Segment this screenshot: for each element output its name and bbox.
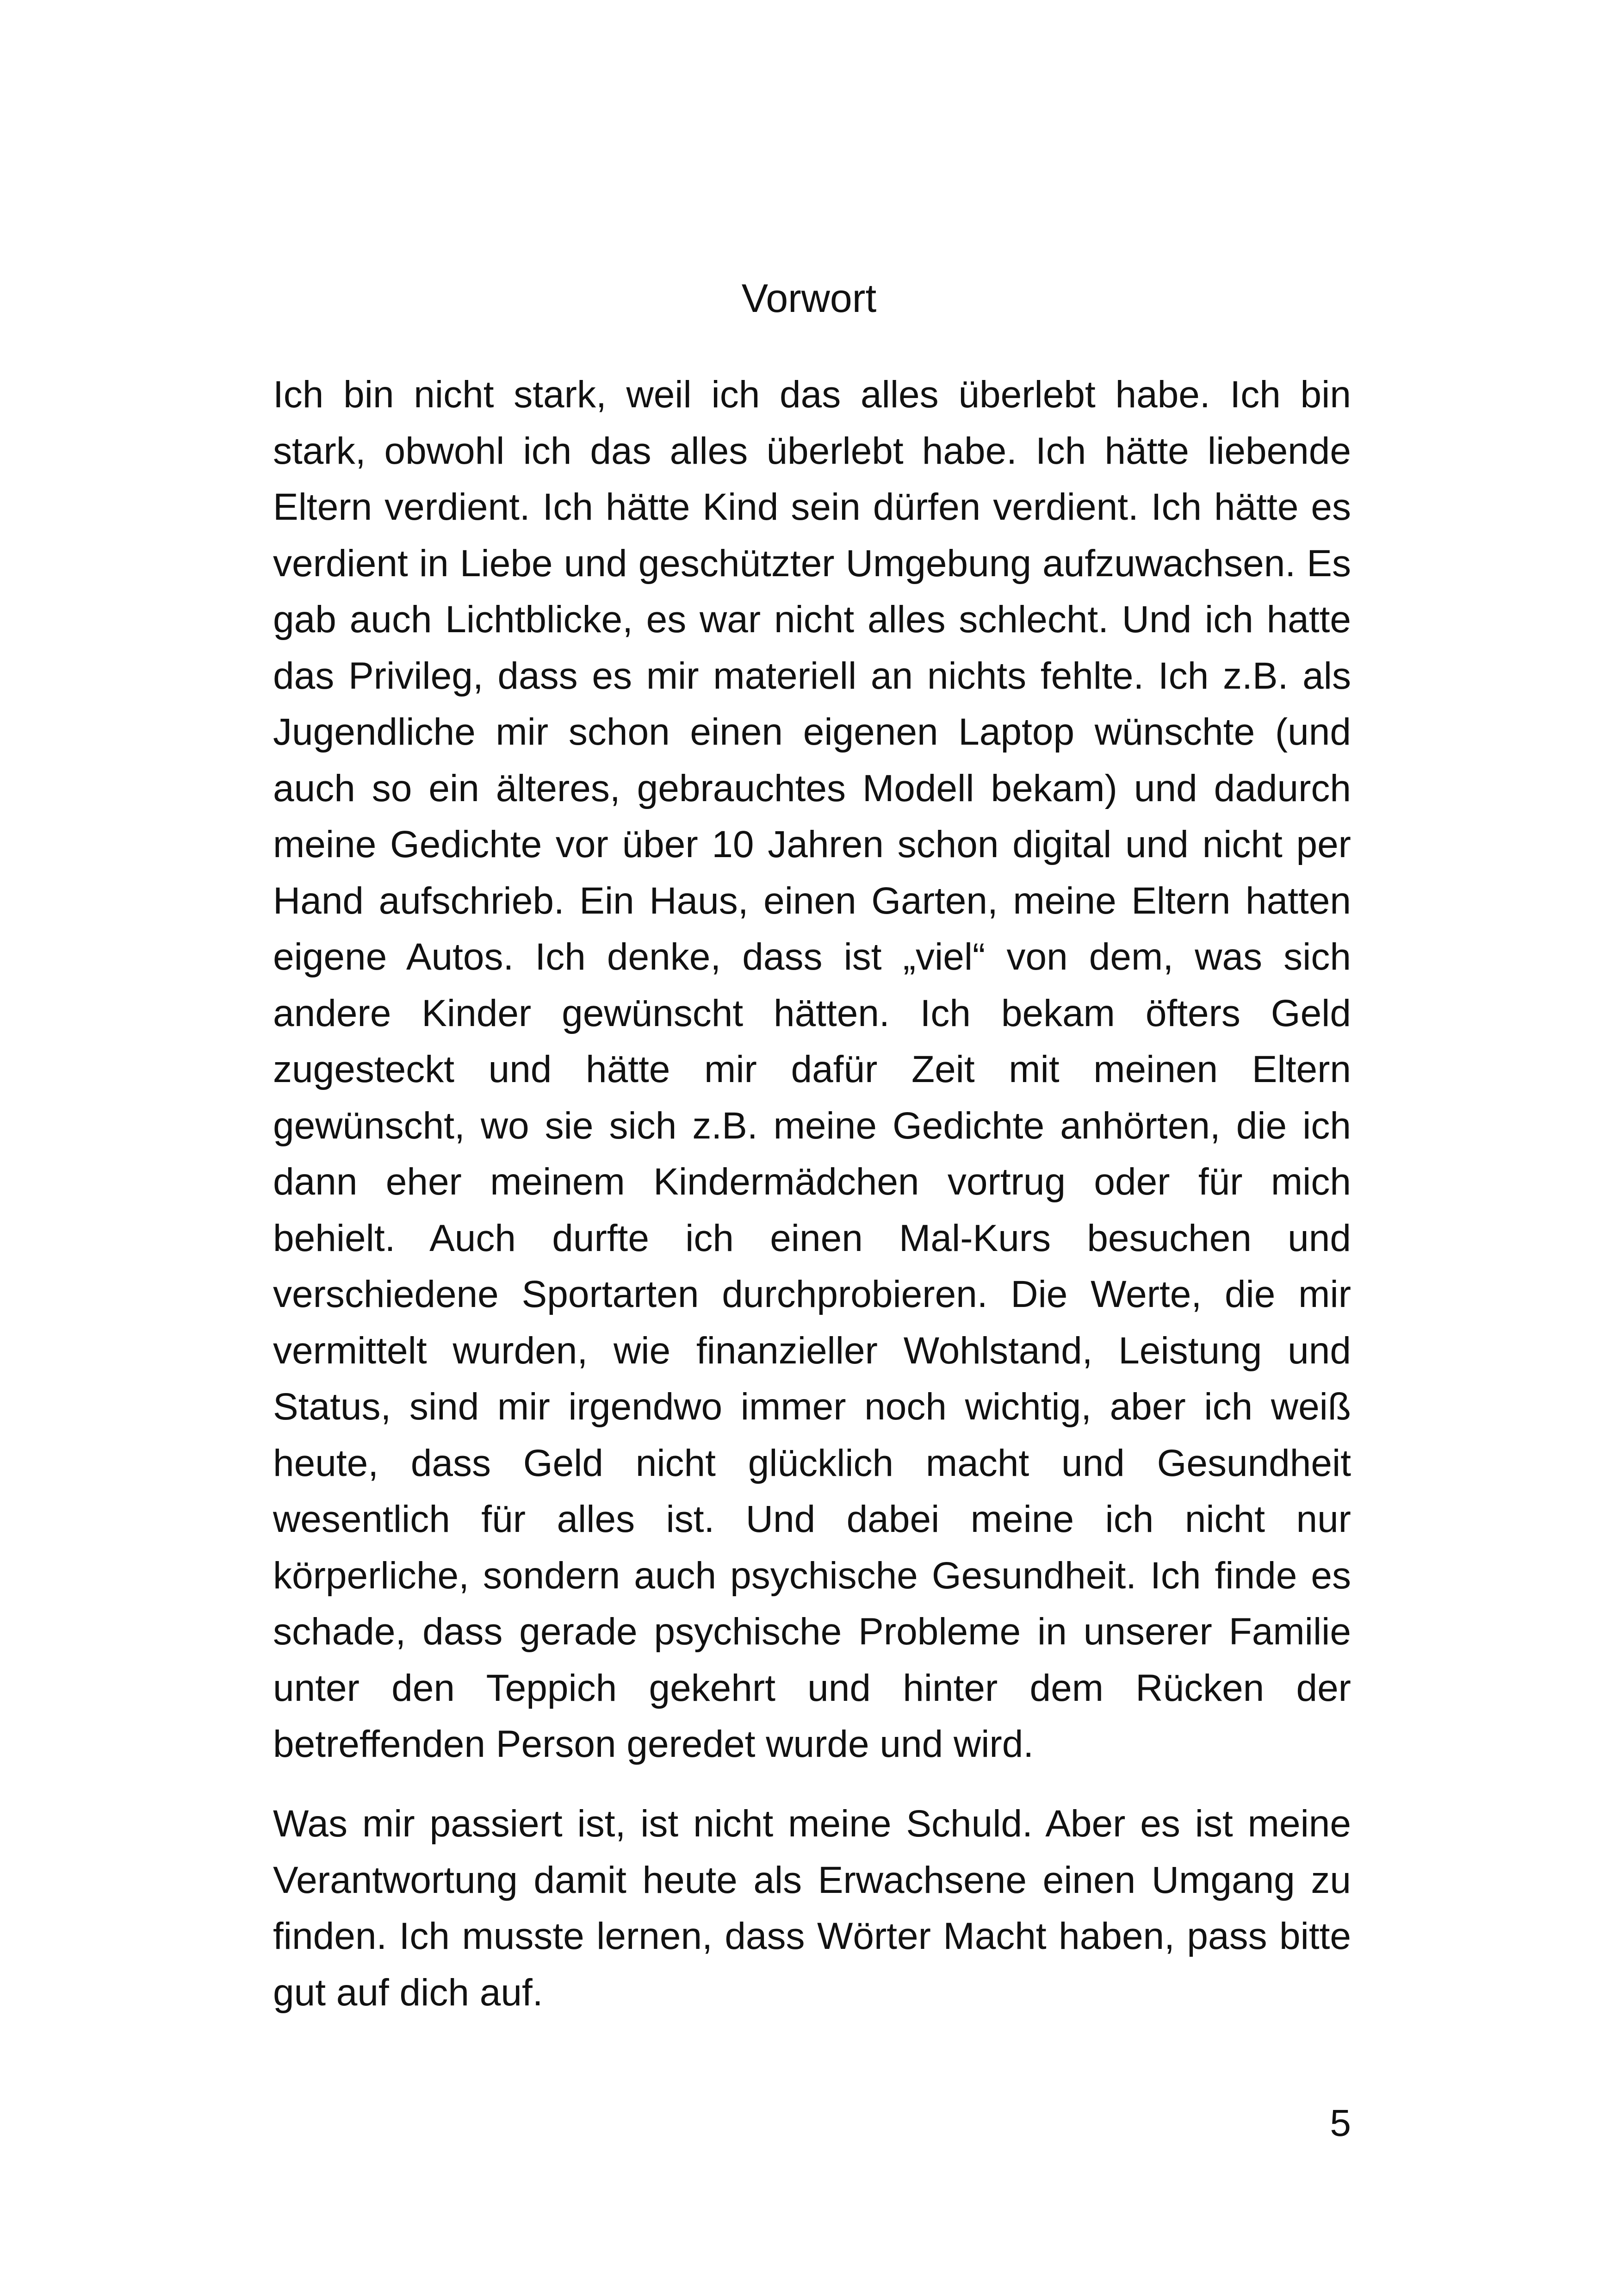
body-paragraph-1: Ich bin nicht stark, weil ich das alles überlebt habe. Ich bin stark, obwohl ich das alles überlebt habe. Ich hätte liebende Eltern verdient. Ich hätte Kind sein dürfen verdient. Ich hätte es verdient in Liebe und geschützter Umgebung aufzuwachsen. Es gab auch Lichtblicke, es war nicht alles schlecht. Und ich hatte das Privileg, dass es mir materiell an nichts fehlte. Ich z.B. als Jugendliche mir schon einen eigenen Laptop wünschte (und auch so ein älteres, gebrauchtes Modell bekam) und dadurch meine Gedichte vor über 10 Jahren schon digital und nicht per Hand aufschrieb. Ein Haus, einen Garten, meine Eltern hatten eigene Autos. Ich denke, dass ist „viel“ von dem, was sich andere Kinder gewünscht hätten. Ich bekam öfters Geld zugesteckt und hätte mir dafür Zeit mit meinen Eltern gewünscht, wo sie sich z.B. meine Gedichte anhörten, die ich dann eher meinem Kindermädchen vortrug oder für mich behielt. Auch durfte ich einen Mal-Kurs besuchen und verschiedene Sportarten durchprobieren. Die Werte, die mir vermittelt wurden, wie finanzieller Wohlstand, Leistung und Status, sind mir irgendwo immer noch wichtig, aber ich weiß heute, dass Geld nicht glücklich macht und Gesundheit wesentlich für alles ist. Und dabei meine ich nicht nur körperliche, sondern auch psychische Gesundheit. Ich finde es schade, dass gerade psychische Probleme in unserer Familie unter den Teppich gekehrt und hinter dem Rücken der betreffenden Person geredet wurde und wird. bbox=[273, 373, 1351, 1765]
page-number: 5 bbox=[1330, 2102, 1351, 2144]
body-paragraph-2: Was mir passiert ist, ist nicht meine Schuld. Aber es ist meine Verantwortung damit heute als Erwachsene einen Umgang zu finden. Ich musste lernen, dass Wörter Macht haben, pass bitte gut auf dich auf. bbox=[273, 1803, 1351, 2014]
page-title: Vorwort bbox=[741, 276, 877, 321]
